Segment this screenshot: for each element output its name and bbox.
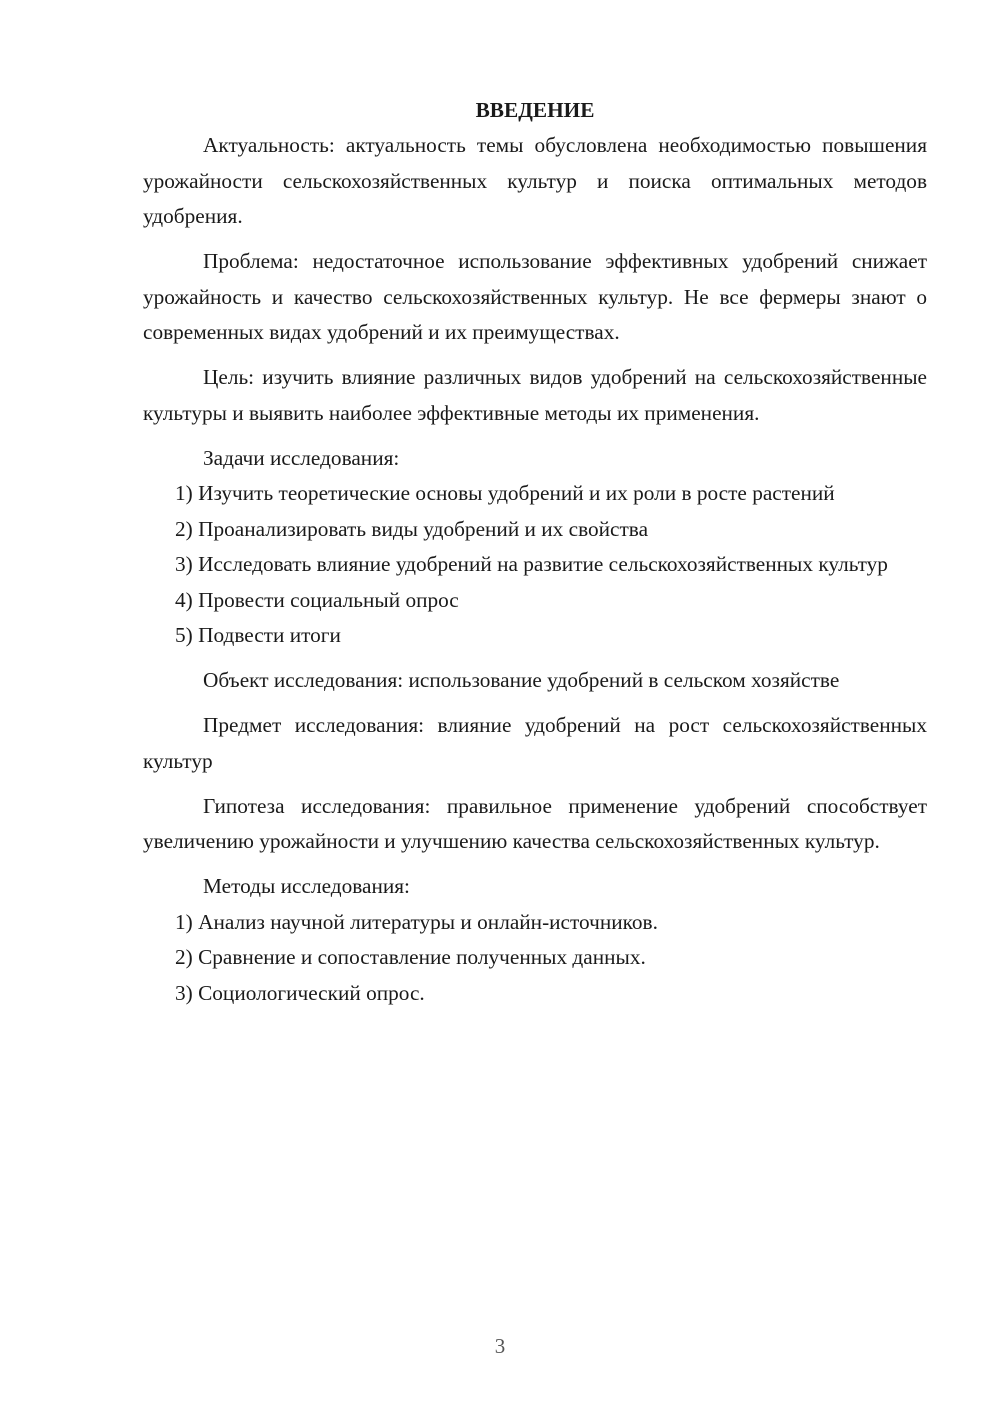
method-item: 1) Анализ научной литературы и онлайн-источников.: [175, 909, 658, 934]
method-item: 2) Сравнение и сопоставление полученных данных.: [175, 945, 646, 969]
goal-paragraph: Цель: изучить влияние различных видов удобрений на сельскохозяйственные культуры и выявить наиболее эффективные методы их применения.: [143, 365, 927, 425]
relevance-paragraph: Актуальность: актуальность темы обусловлена необходимостью повышения урожайности сельскохозяйственных культур и поиска оптимальных методов удобрения.: [143, 133, 927, 228]
method-item: 3) Социологический опрос.: [175, 980, 425, 1005]
task-item: 5) Подвести итоги: [175, 623, 341, 647]
problem-paragraph: Проблема: недостаточное использование эффективных удобрений снижает урожайность и качество сельскохозяйственных культур. Не все фермеры знают о современных видах удобрений и их преимуществах.: [143, 249, 927, 344]
methods-heading: Методы исследования:: [203, 874, 410, 898]
task-item: 1) Изучить теоретические основы удобрений и их роли в росте растений: [175, 481, 835, 505]
hypothesis-paragraph: Гипотеза исследования: правильное применение удобрений способствует увеличению урожайности и улучшению качества сельскохозяйственных культур.: [143, 793, 927, 853]
page-number: 3: [494, 1334, 506, 1358]
task-item: 3) Исследовать влияние удобрений на развитие сельскохозяйственных культур: [175, 552, 888, 576]
task-item: 2) Проанализировать виды удобрений и их свойства: [175, 516, 649, 541]
page-content: [143, 93, 927, 1011]
tasks-heading: Задачи исследования:: [203, 445, 400, 470]
task-item: 4) Провести социальный опрос: [175, 587, 459, 612]
object-paragraph: Объект исследования: использование удобрений в сельском хозяйстве: [203, 668, 840, 692]
page-title: ВВЕДЕНИЕ: [475, 98, 595, 122]
subject-paragraph: Предмет исследования: влияние удобрений на рост сельскохозяйственных культур: [143, 713, 927, 773]
